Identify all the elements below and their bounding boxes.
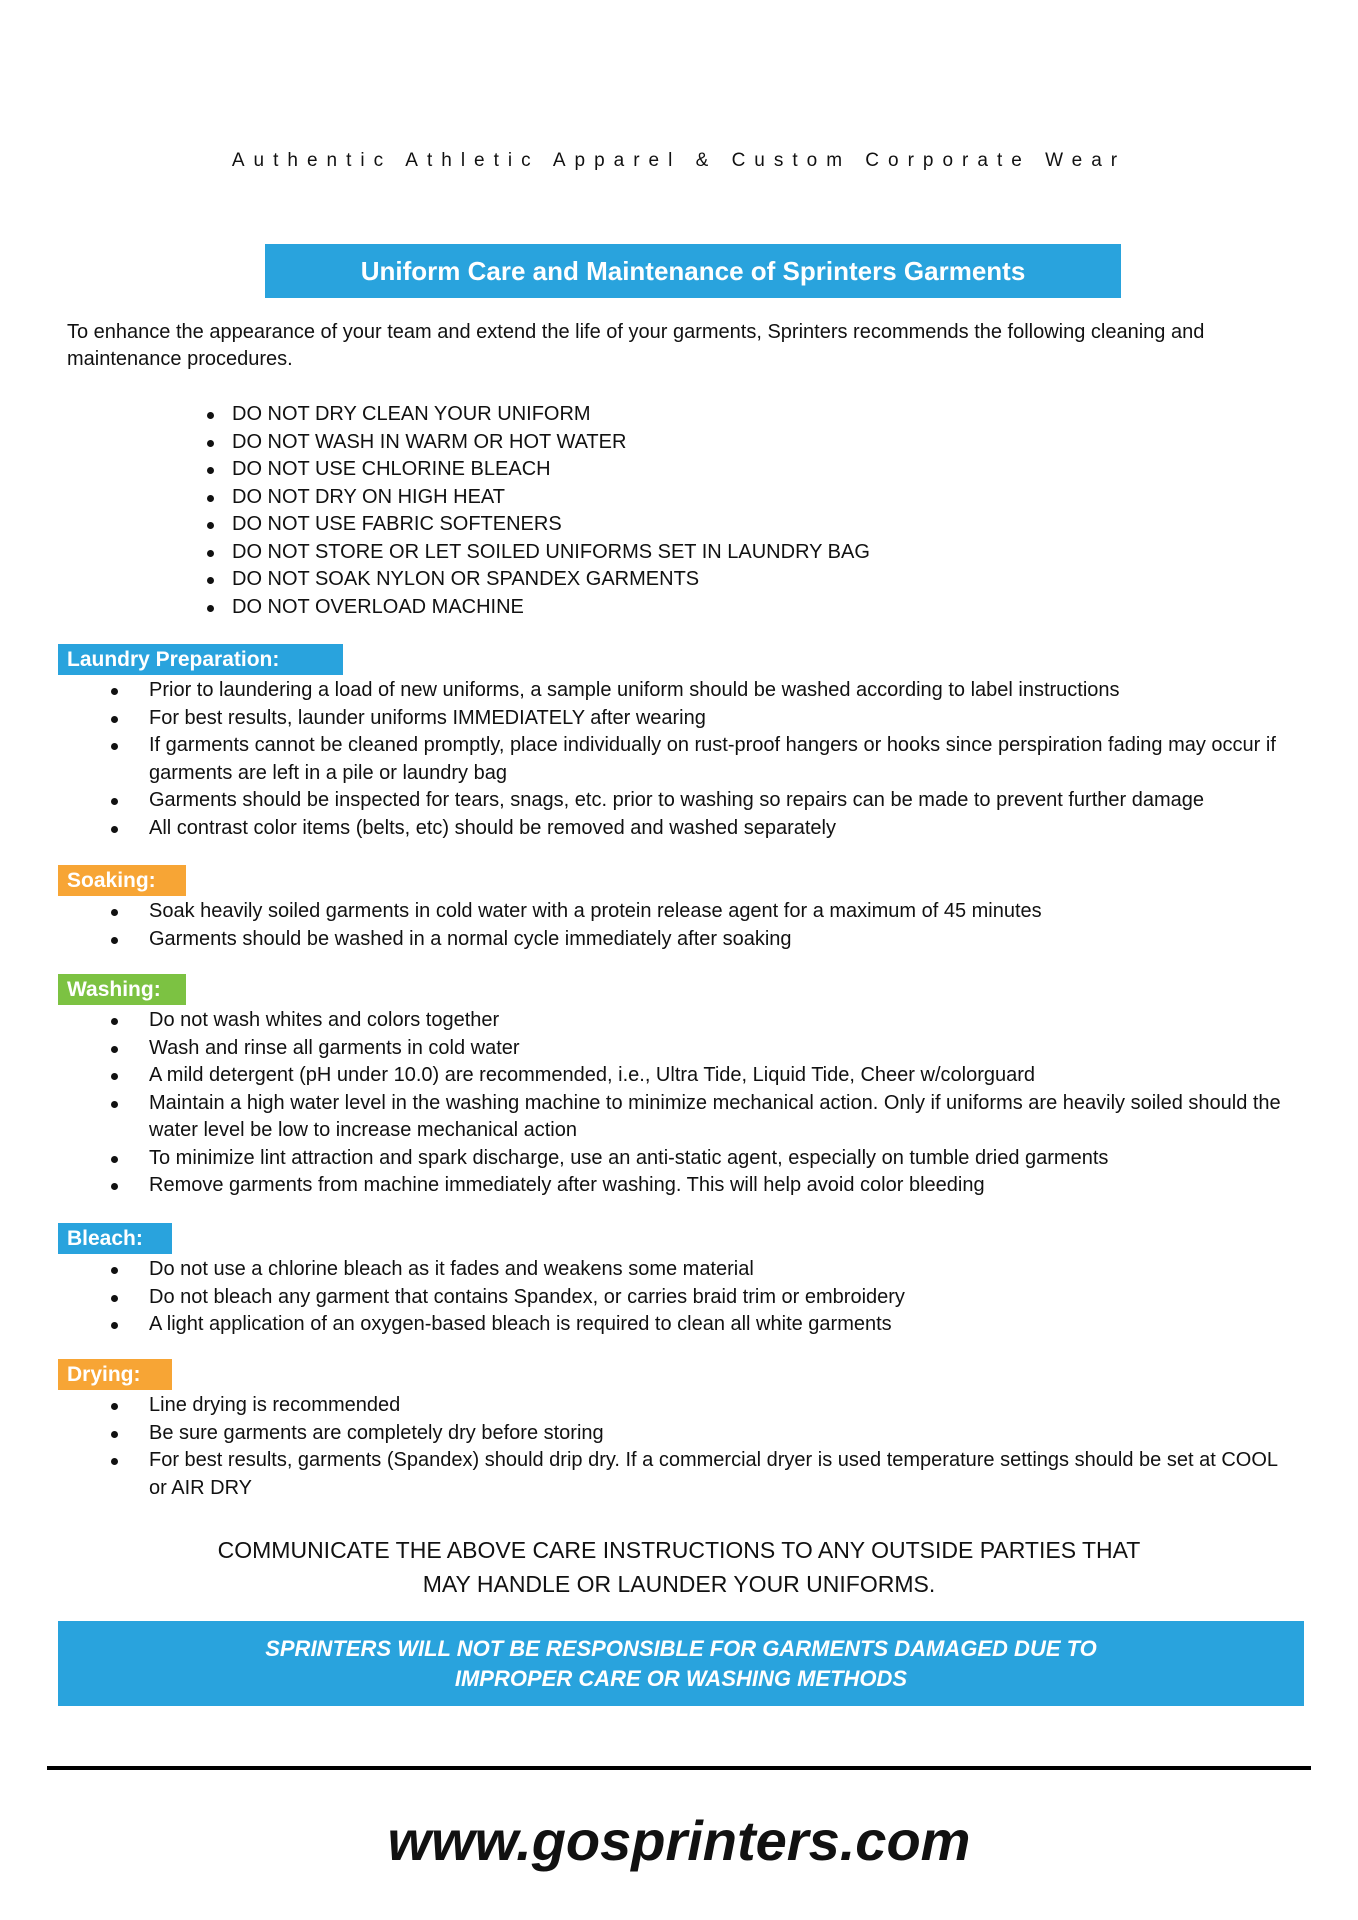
section-list <box>111 1392 1281 1502</box>
do-not-item: DO NOT OVERLOAD MACHINE <box>207 594 870 622</box>
disclaimer-banner <box>58 1621 1304 1706</box>
do-not-item: DO NOT USE FABRIC SOFTENERS <box>207 511 870 539</box>
section-item: Wash and rinse all garments in cold water <box>111 1035 1281 1063</box>
section-heading: Soaking: <box>58 865 186 896</box>
do-not-item: DO NOT DRY ON HIGH HEAT <box>207 484 870 512</box>
do-not-item: DO NOT WASH IN WARM OR HOT WATER <box>207 429 870 457</box>
do-not-item: DO NOT USE CHLORINE BLEACH <box>207 456 870 484</box>
section-item: For best results, garments (Spandex) should drip dry. If a commercial dryer is used temperature settings should be set at COOL or AIR DRY <box>111 1447 1281 1502</box>
page-title: Uniform Care and Maintenance of Sprinters Garments <box>265 244 1121 298</box>
section-heading: Washing: <box>58 974 186 1005</box>
section-list <box>111 898 1281 953</box>
section-item: For best results, launder uniforms IMMEDIATELY after wearing <box>111 705 1281 733</box>
website-link[interactable]: www.gosprinters.com <box>387 1809 971 1872</box>
section-item: A mild detergent (pH under 10.0) are recommended, i.e., Ultra Tide, Liquid Tide, Cheer w/colorguard <box>111 1062 1281 1090</box>
section-item: Remove garments from machine immediately after washing. This will help avoid color bleeding <box>111 1172 1281 1200</box>
section-list <box>111 1007 1281 1200</box>
section-item: Maintain a high water level in the washing machine to minimize mechanical action. Only if uniforms are heavily soiled should the water level be low to increase mechanical action <box>111 1090 1281 1145</box>
tagline: Authentic Athletic Apparel & Custom Corporate Wear <box>231 150 1127 171</box>
section-item: Do not wash whites and colors together <box>111 1007 1281 1035</box>
divider <box>47 1766 1311 1770</box>
section-heading: Bleach: <box>58 1223 172 1254</box>
do-not-list <box>207 401 870 621</box>
communicate-line: MAY HANDLE OR LAUNDER YOUR UNIFORMS. <box>422 1571 936 1597</box>
intro-text: To enhance the appearance of your team and extend the life of your garments, Sprinters recommends the following cleaning and maintenance procedures. <box>67 321 1205 370</box>
section-list <box>111 1256 1281 1339</box>
do-not-item: DO NOT SOAK NYLON OR SPANDEX GARMENTS <box>207 566 870 594</box>
section-item: Garments should be washed in a normal cycle immediately after soaking <box>111 926 1281 954</box>
section-item: Soak heavily soiled garments in cold water with a protein release agent for a maximum of 45 minutes <box>111 898 1281 926</box>
communicate-notice <box>0 1533 1358 1601</box>
section-item: Do not bleach any garment that contains Spandex, or carries braid trim or embroidery <box>111 1284 1281 1312</box>
section-heading: Laundry Preparation: <box>58 644 343 675</box>
disclaimer-line: SPRINTERS WILL NOT BE RESPONSIBLE FOR GARMENTS DAMAGED DUE TO <box>265 1635 1097 1661</box>
section-item: To minimize lint attraction and spark discharge, use an anti-static agent, especially on tumble dried garments <box>111 1145 1281 1173</box>
section-item: A light application of an oxygen-based bleach is required to clean all white garments <box>111 1311 1281 1339</box>
section-item: If garments cannot be cleaned promptly, place individually on rust-proof hangers or hooks since perspiration fading may occur if garments are left in a pile or laundry bag <box>111 732 1281 787</box>
section-item: Do not use a chlorine bleach as it fades and weakens some material <box>111 1256 1281 1284</box>
communicate-line: COMMUNICATE THE ABOVE CARE INSTRUCTIONS TO ANY OUTSIDE PARTIES THAT <box>217 1537 1141 1563</box>
section-heading: Drying: <box>58 1359 172 1390</box>
section-list <box>111 677 1281 842</box>
section-item: Be sure garments are completely dry before storing <box>111 1420 1281 1448</box>
disclaimer-line: IMPROPER CARE OR WASHING METHODS <box>454 1665 908 1691</box>
section-item: Line drying is recommended <box>111 1392 1281 1420</box>
section-item: Prior to laundering a load of new uniforms, a sample uniform should be washed according to label instructions <box>111 677 1281 705</box>
section-item: Garments should be inspected for tears, snags, etc. prior to washing so repairs can be made to prevent further damage <box>111 787 1281 815</box>
do-not-item: DO NOT DRY CLEAN YOUR UNIFORM <box>207 401 870 429</box>
do-not-item: DO NOT STORE OR LET SOILED UNIFORMS SET IN LAUNDRY BAG <box>207 539 870 567</box>
section-item: All contrast color items (belts, etc) should be removed and washed separately <box>111 815 1281 843</box>
